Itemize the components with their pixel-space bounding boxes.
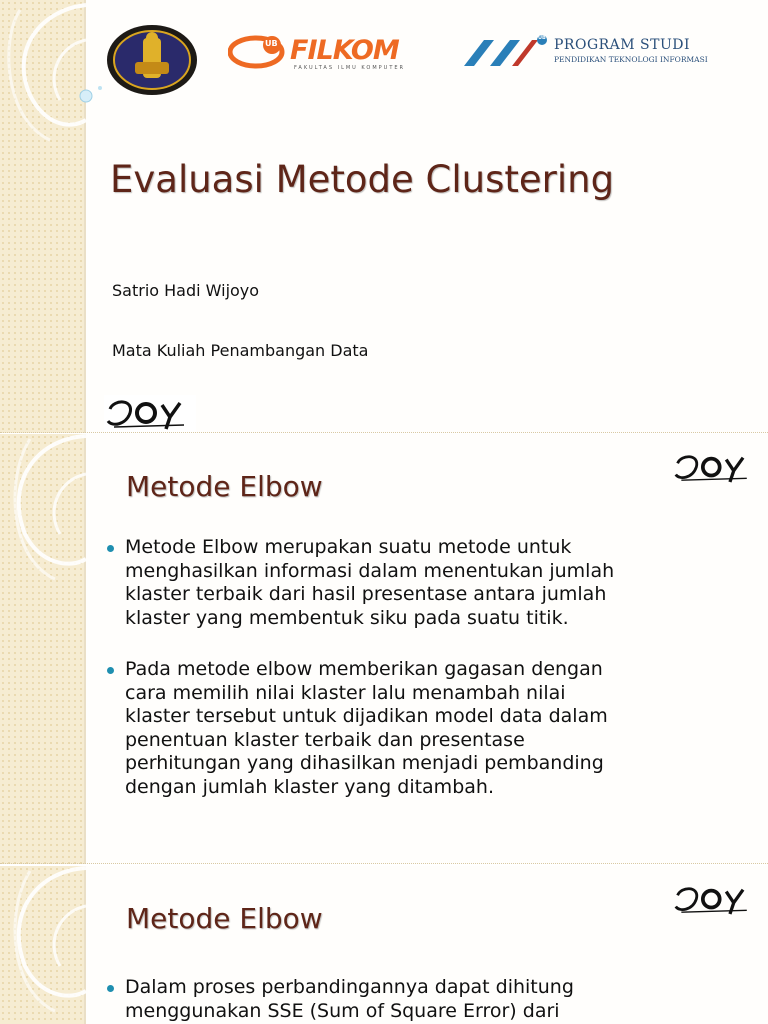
joy-signature-icon: [104, 395, 196, 433]
slide-1: [0, 0, 768, 433]
bullet-item: Metode Elbow merupakan suatu metode untuk menghasilkan informasi dalam menentukan jumlah klaster terbaik dari hasil presentase antara jumlah klaster yang membentuk siku pada suatu titik.: [105, 536, 615, 630]
pti-title: PROGRAM STUDI: [554, 37, 691, 53]
slide-2-title: Metode Elbow: [126, 470, 323, 503]
joy-logo: [672, 880, 758, 920]
course-name: Mata Kuliah Penambangan Data: [112, 341, 369, 360]
pti-subtitle: PENDIDIKAN TEKNOLOGI INFORMASI: [554, 55, 708, 64]
filkom-subtitle: FAKULTAS ILMU KOMPUTER: [294, 65, 406, 71]
slide-2: [0, 434, 768, 864]
swirl-decoration: [0, 0, 120, 433]
joy-signature-icon: [672, 880, 758, 920]
bullet-item: Pada metode elbow memberikan gagasan dengan cara memilih nilai klaster lalu menambah nilai klaster tersebut untuk dijadikan model data dalam penentuan klaster terbaik dan presentase perhitungan yang dihasilkan menjadi pembanding dengan jumlah klaster yang ditambah.: [105, 658, 615, 799]
filkom-wordmark: FILKOM: [290, 35, 399, 66]
joy-signature-icon: [672, 448, 758, 488]
joy-logo: [104, 395, 196, 433]
pti-ub-badge: UB: [538, 35, 546, 41]
slide-separator: [0, 432, 768, 433]
slide-separator: [0, 863, 768, 864]
pti-logo: [460, 34, 740, 70]
slide-3-bullet-list: [105, 976, 615, 1024]
joy-logo: [672, 448, 758, 488]
filkom-logo: [228, 32, 438, 72]
bullet-item: Dalam proses perbandingannya dapat dihitung menggunakan SSE (Sum of Square Error) dari: [105, 976, 615, 1023]
slide-1-title: Evaluasi Metode Clustering: [110, 158, 615, 201]
filkom-swoosh-icon: [228, 32, 288, 72]
author-name: Satrio Hadi Wijoyo: [112, 281, 260, 300]
filkom-ub-badge: UB: [265, 39, 278, 48]
swirl-decoration: [0, 434, 120, 634]
swirl-decoration: [0, 866, 120, 1024]
ub-seal-logo: [105, 24, 199, 96]
slide-3-title: Metode Elbow: [126, 902, 323, 935]
slide-2-bullet-list: [105, 536, 615, 827]
slide-3: [0, 866, 768, 1024]
